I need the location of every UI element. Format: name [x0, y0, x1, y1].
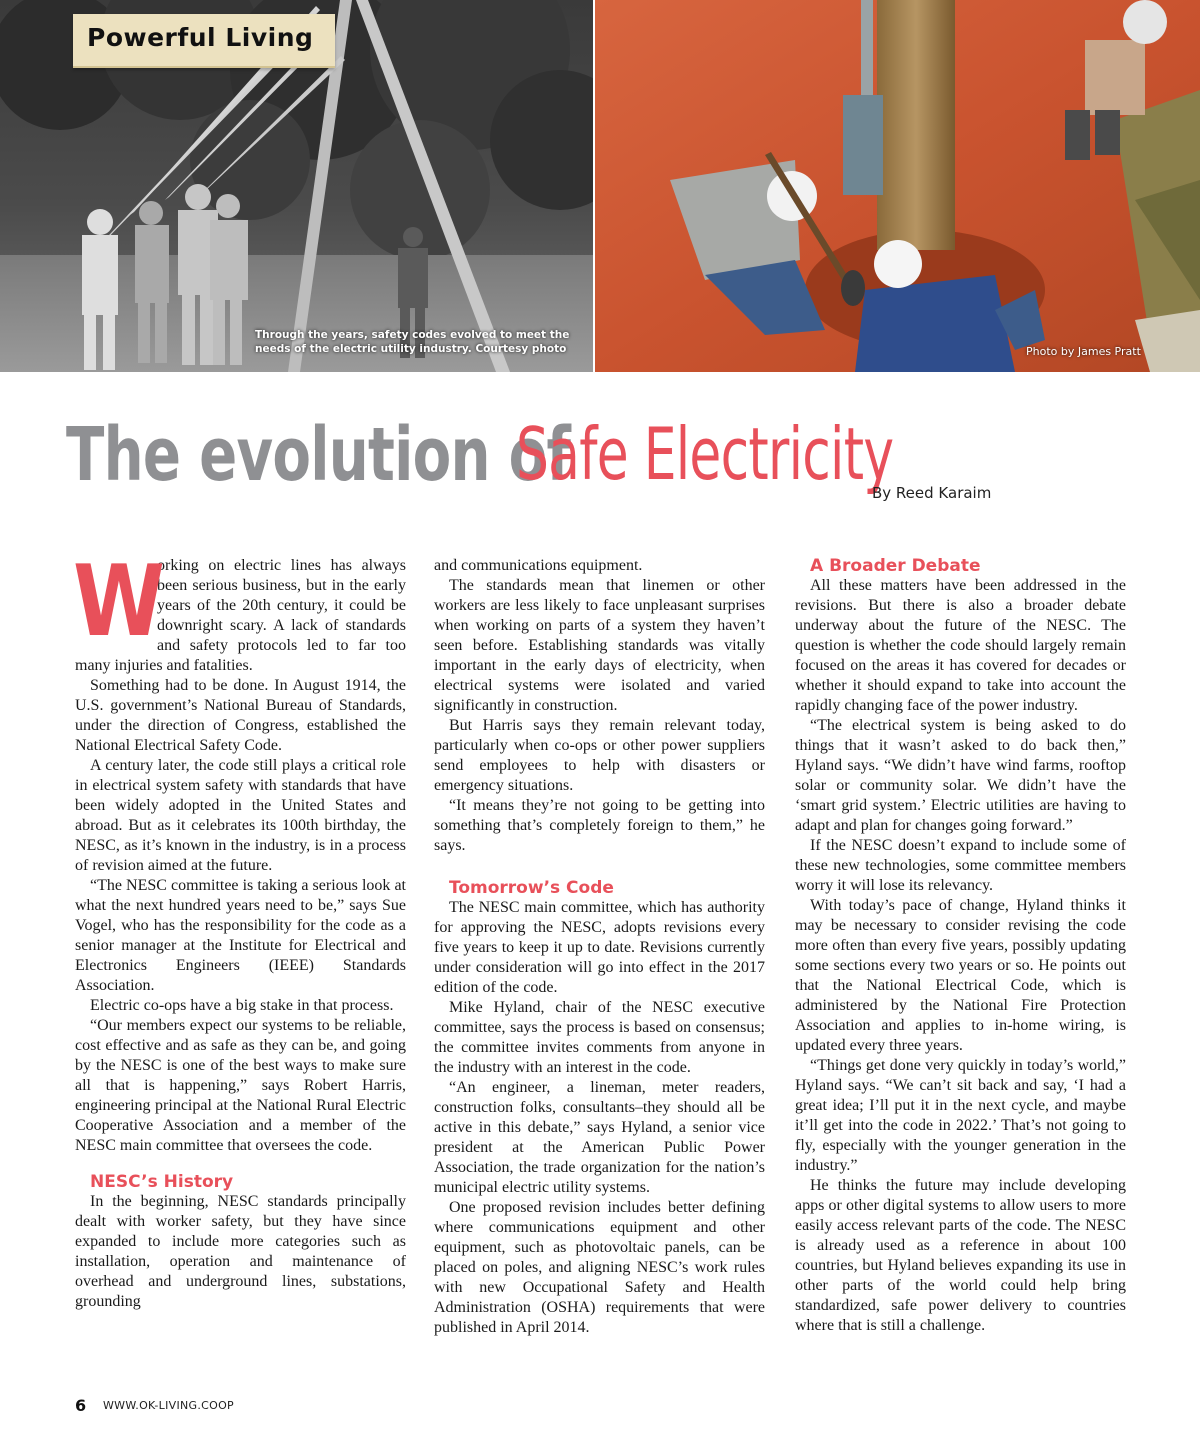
- paragraph: “Things get done very quickly in today’s world,” Hyland says. “We can’t sit back and say, ‘I had a great idea; I’ll put it in the next cycle, and maybe it’ll get into the code in 2022.’ That’s not going to fly, especially with the younger generation in the industry.”: [795, 1057, 1126, 1174]
- paragraph: Mike Hyland, chair of the NESC executive committee, says the process is based on consensus; the committee invites comments from anyone in the industry with an interest in the code.: [434, 999, 765, 1076]
- headline-part2: Safe Electricity: [516, 412, 894, 496]
- paragraph: “The electrical system is being asked to do things that it wasn’t asked to do back then,” Hyland says. “We didn’t have wind farms, rooftop solar or community solar. We didn’t have the ‘smart grid system.’ Electric utilities are having to adapt and plan for changes going forward.”: [795, 717, 1126, 834]
- paragraph: “The NESC committee is taking a serious look at what the next hundred years need to be,” says Sue Vogel, who has the responsibility for the code as a senior manager at the Institute for Electrical and Electronics Engineers (IEEE) Standards Association.: [75, 877, 406, 994]
- subhead-broader-debate: A Broader Debate: [810, 556, 981, 576]
- paragraph: The standards mean that linemen or other workers are less likely to face unpleasant surprises when working on parts of a system they haven’t seen before. Establishing standards was vitally important in the early days of electricity, when electrical systems were isolated and varied significantly in construction.: [434, 577, 765, 714]
- paragraph: All these matters have been addressed in the revisions. But there is also a broader debate underway about the future of the NESC. The question is whether the code should largely remain focused on the areas it has covered for decades or whether it should expand to take into account the rapidly changing face of the power industry.: [795, 577, 1126, 714]
- paragraph: “It means they’re not going to be getting into something that’s completely foreign to them,” he says.: [434, 797, 765, 854]
- paragraph: “An engineer, a lineman, meter readers, construction folks, consultants–they should all be active in this debate,” says Hyland, a senior vice president at the American Public Power Association, the trade organization for the nation’s municipal electric utility systems.: [434, 1079, 765, 1196]
- section-label: Powerful Living: [87, 23, 314, 52]
- article-column-2: [434, 556, 765, 1338]
- article-column-3: [795, 556, 1126, 1336]
- paragraph: The NESC main committee, which has authority for approving the NESC, adopts revisions every five years to keep it up to date. Revisions currently under consideration will go into effect in the 2017 edition of the code.: [434, 899, 765, 996]
- paragraph: “Our members expect our systems to be reliable, cost effective and as safe as they can be, and going by the NESC is one of the best ways to make sure all that is happening,” says Robert Harris, engineering principal at the National Rural Electric Cooperative Association and a member of the NESC main committee that oversees the code.: [75, 1017, 406, 1154]
- paragraph: Electric co-ops have a big stake in that process.: [90, 997, 394, 1014]
- article-column-1: [73, 545, 406, 1312]
- drop-cap: W: [73, 545, 165, 659]
- website-url: WWW.OK-LIVING.COOP: [103, 1399, 234, 1412]
- paragraph-text: orking on electric lines has always been serious business, but in the early years of the 20th century, it could be downright scary. A lack of standards and safety protocols led to far too many injuries and fatalities.: [75, 557, 406, 674]
- section-tab: [73, 14, 335, 68]
- paragraph: One proposed revision includes better defining where communications equipment and other equipment, such as photovoltaic panels, can be placed on poles, and aligning NESC’s work rules with new Occupational Safety and Health Administration (OSHA) requirements that were published in April 2014.: [434, 1199, 765, 1336]
- paragraph: Something had to be done. In August 1914, the U.S. government’s National Bureau of Standards, under the direction of Congress, established the National Electrical Safety Code.: [75, 677, 406, 754]
- paragraph: With today’s pace of change, Hyland thinks it may be necessary to consider revising the code more often than every five years, possibly updating some sections every two years or so. He points out that the National Electrical Code, which is administered by the National Fire Protection Association and applies to in-home wiring, is updated every three years.: [795, 897, 1126, 1054]
- subhead-tomorrows-code: Tomorrow’s Code: [449, 878, 614, 898]
- headline-part1: The evolution of: [66, 412, 571, 498]
- photo-band: [0, 0, 1200, 372]
- paragraph: In the beginning, NESC standards principally dealt with worker safety, but they have since expanded to include more categories such as installation, operation and maintenance of overhead and underground lines, substations, grounding: [75, 1193, 406, 1310]
- photo-caption: Through the years, safety codes evolved to meet the needs of the electric utility industry. Courtesy photo: [255, 329, 570, 355]
- paragraph: [73, 545, 406, 676]
- paragraph: But Harris says they remain relevant today, particularly when co-ops or other power suppliers send employees to help with disasters or emergency situations.: [434, 717, 765, 794]
- paragraph: He thinks the future may include developing apps or other digital systems to allow users to more easily access relevant parts of the code. The NESC is already used as a reference in about 100 countries, but Hyland believes expanding its use in other parts of the world could help bring standardized, safe power delivery to countries where that is still a challenge.: [795, 1177, 1126, 1334]
- paragraph: and communications equipment.: [434, 557, 643, 574]
- photo-credit: Photo by James Pratt: [1026, 345, 1141, 358]
- page-number: 6: [75, 1396, 87, 1415]
- crew-photo: [595, 0, 1200, 372]
- paragraph: If the NESC doesn’t expand to include some of these new technologies, some committee members worry it will lose its relevancy.: [795, 837, 1126, 894]
- paragraph: A century later, the code still plays a critical role in electrical system safety with standards that have been widely adopted in the United States and abroad. But as it celebrates its 100th birthday, the NESC, as it’s known in the industry, is in a process of revision aimed at the future.: [75, 757, 406, 874]
- headline: [66, 412, 894, 512]
- byline: By Reed Karaim: [872, 484, 992, 502]
- subhead-nesc-history: NESC’s History: [90, 1172, 234, 1192]
